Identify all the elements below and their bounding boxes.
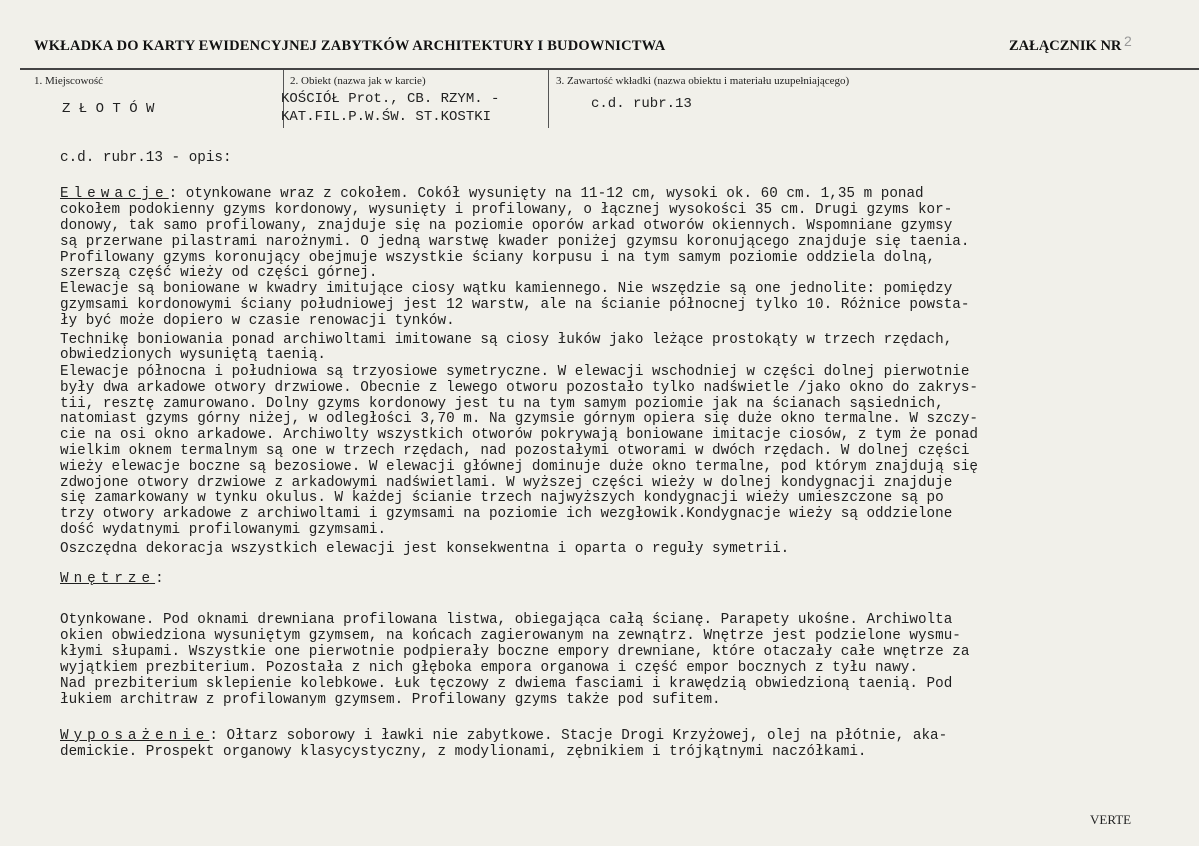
elewacje-line: ły być może dopiero w czasie renowacji tynków. (60, 313, 455, 329)
elewacje-line: trzy otwory arkadowe z archiwoltami i gzymsami na poziomie ich wezgłowik.Kondygnacje wieży są oddzielone (60, 506, 953, 522)
card-title: WKŁADKA DO KARTY EWIDENCYJNEJ ZABYTKÓW ARCHITEKTURY I BUDOWNICTWA (34, 38, 666, 54)
field-location-label: 1. Miejscowość (34, 75, 104, 87)
elewacje-heading: Elewacje (60, 186, 169, 202)
field-contents-label: 3. Zawartość wkładki (nazwa obiektu i materiału uzupełniającego) (556, 75, 850, 87)
elewacje-line: dość wydatnymi profilowanymi gzymsami. (60, 522, 387, 538)
field-divider-2 (548, 70, 549, 128)
elewacje-line: się zamarkowany w tynku okulus. W każdej ścianie trzech najwyższych kondygnacji wieży umieszczone są po (60, 490, 944, 506)
wyposazenie-line-first (60, 728, 947, 744)
elewacje-line: Oszczędna dekoracja wszystkich elewacji jest konsekwentna i oparta o reguły symetrii. (60, 541, 790, 557)
field-object-label: 2. Obiekt (nazwa jak w karcie) (290, 75, 426, 87)
elewacje-line: tii, resztę zamurowano. Dolny gzyms kordonowy jest tu na tym samym poziomie jak na ścianach sąsiednich, (60, 396, 944, 412)
description-intro: c.d. rubr.13 - opis: (60, 150, 232, 166)
elewacje-line: natomiast gzyms górny niżej, w odległości 3,70 m. Na gzymsie górnym opiera się duże okno termalne. W szczy- (60, 411, 979, 427)
wnetrze-line: wyjątkiem prezbiterium. Pozostała z nich głęboka empora organowa i część empor bocznych z tyłu nawy. (60, 660, 918, 676)
elewacje-line: cie na osi okno arkadowe. Archiwolty wszystkich otworów pokrywają boniowane imitacje ciosów, z tym że ponad (60, 427, 979, 443)
elewacje-line: Elewacje są boniowane w kwadry imitujące ciosy wątku kamiennego. Nie wszędzie są one jednolite: pomiędzy (60, 281, 953, 297)
elewacje-line: gzymsami kordonowymi ściany południowej jest 12 warstw, ale na ścianie północnej tylko 10. Różnice powsta- (60, 297, 970, 313)
wyposazenie-heading: Wyposażenie (60, 728, 210, 744)
wnetrze-line: kłymi słupami. Wszystkie one pierwotnie podpierały boczne empory drewniane, które otaczały całe wnętrze za (60, 644, 970, 660)
wnetrze-line: łukiem architraw z profilowanym gzymsem. Profilowany gzyms także pod sufitem. (60, 692, 721, 708)
field-object-value-line1: KOŚCIÓŁ Prot., CB. RZYM. - (281, 91, 500, 107)
elewacje-line: Technikę boniowania ponad archiwoltami imitowane są ciosy łuków jako leżące prostokąty w trzech rzędach, (60, 332, 953, 348)
elewacje-line: Profilowany gzyms koronujący obejmuje wszystkie ściany korpusu i na tym samym poziomie oddziela dolną, (60, 250, 936, 266)
wnetrze-line: Nad prezbiterium sklepienie kolebkowe. Łuk tęczowy z dwiema fasciami i krawędzią obwiedzioną taenią. Pod (60, 676, 953, 692)
elewacje-line: : otynkowane wraz z cokołem. Cokół wysunięty na 11-12 cm, wysoki ok. 60 cm. 1,35 m ponad (168, 186, 924, 202)
field-contents-value: c.d. rubr.13 (591, 96, 692, 112)
elewacje-line-first (60, 186, 924, 202)
wyposazenie-line: demickie. Prospekt organowy klasycystyczny, z modylionami, zębnikiem i trójkątnymi naczółkami. (60, 744, 867, 760)
wnetrze-colon: : (155, 571, 164, 587)
elewacje-line: obwiedzionych wysuniętą taenią. (60, 347, 326, 363)
attachment-number: 2 (1124, 33, 1132, 49)
wnetrze-line: okien obwiedziona wysuniętym gzymsem, na końcach zagierowanym na zewnątrz. Wnętrze jest podzielone wysmu- (60, 628, 961, 644)
elewacje-line: były dwa arkadowe otwory drzwiowe. Obecnie z lewego otworu pozostało tylko nadświetle /jako okno do zakrys- (60, 380, 979, 396)
attachment-label: ZAŁĄCZNIK NR (1009, 38, 1122, 54)
header-rule (20, 68, 1199, 70)
field-location-value: Z Ł O T Ó W (62, 101, 155, 117)
field-object-value-line2: KAT.FIL.P.W.ŚW. ST.KOSTKI (281, 109, 492, 125)
wnetrze-line: Otynkowane. Pod oknami drewniana profilowana listwa, obiegająca całą ścianę. Parapety ukośne. Archiwolta (60, 612, 953, 628)
wnetrze-heading-line (60, 571, 164, 587)
elewacje-line: donowy, tak samo profilowany, znajduje się na poziomie oporów arkad otworów okiennych. Wspomniane gzymsy (60, 218, 953, 234)
elewacje-line: szerszą część wieży od części górnej. (60, 265, 378, 281)
elewacje-line: cokołem podokienny gzyms kordonowy, wysunięty i profilowany, o łącznej wysokości 35 cm. Drugi gzyms kor- (60, 202, 953, 218)
wyposazenie-line: : Ołtarz soborowy i ławki nie zabytkowe. Stacje Drogi Krzyżowej, olej na płótnie, aka- (209, 728, 948, 744)
verte-label: VERTE (1090, 812, 1132, 827)
elewacje-line: są przerwane pilastrami narożnymi. O jedną warstwę kwader poniżej gzymsu koronującego znajduje się taenia. (60, 234, 970, 250)
elewacje-line: Elewacje północna i południowa są trzyosiowe symetryczne. W elewacji wschodniej w części dolnej pierwotnie (60, 364, 970, 380)
elewacje-line: wieży elewacje boczne są bezosiowe. W elewacji głównej dominuje duże okno termalne, pod którym znajdują się (60, 459, 979, 475)
elewacje-line: zdwojone otwory drzwiowe z arkadowymi nadświetlami. W wyższej części wieży w dolnej kondygnacji znajduje (60, 475, 953, 491)
elewacje-line: wielkim oknem termalnym są one w trzech rzędach, nad pozostałymi otworami w dwóch rzędach. W dolnej części (60, 443, 970, 459)
wnetrze-heading: Wnętrze (60, 571, 156, 587)
